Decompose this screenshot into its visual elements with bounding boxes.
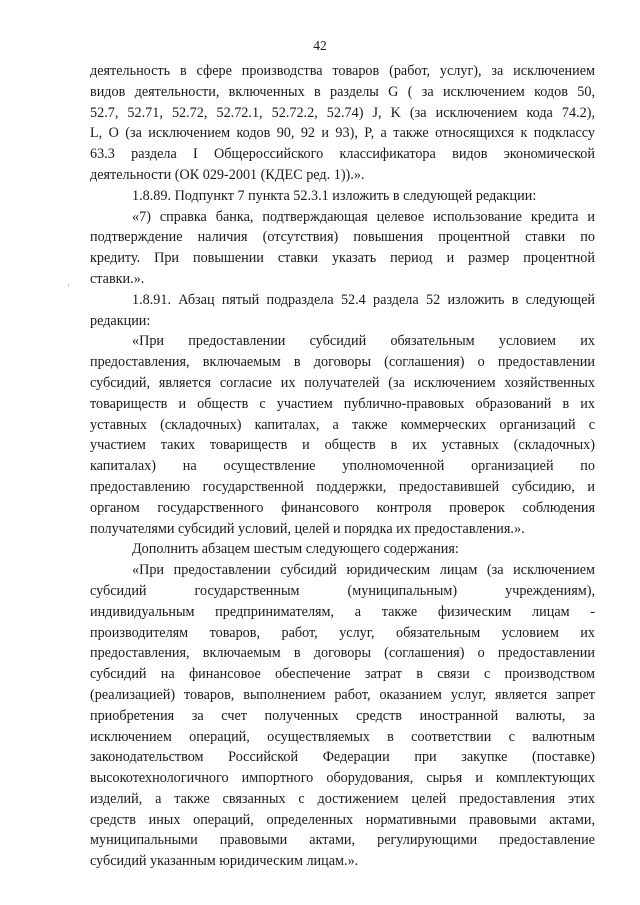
text-line: «7) справка банка, подтверждающая целевое использование кредита и [132, 208, 595, 225]
text-line: «При предоставлении субсидий обязательным условием их [132, 333, 595, 350]
text-line: высокотехнологичного импортного оборудования, сырья и комплектующих [90, 770, 595, 787]
document-body [90, 61, 595, 872]
text-line: предоставлению государственной поддержки, предоставившей субсидию, и [90, 478, 595, 495]
text-line: Дополнить абзацем шестым следующего содержания: [132, 541, 459, 558]
text-line: субсидий, является согласие их получателей (за исключением хозяйственных [90, 374, 595, 391]
text-line: предоставления, включаемым в договоры (соглашения) о предоставлении [90, 354, 595, 371]
text-line: субсидий на финансовое обеспечение затрат в связи с производством [90, 666, 595, 683]
text-line: деятельности (ОК 029-2001 (КДЕС ред. 1)).». [90, 166, 365, 183]
text-line: 63.3 раздела I Общероссийского классификатора видов экономической [90, 146, 595, 163]
text-line: товариществ и обществ с участием публично-правовых образований в их [90, 395, 595, 412]
text-line: индивидуальным предпринимателям, а также физическим лицам - [90, 603, 595, 620]
text-line: приобретения за счет полученных средств иностранной валюты, за [90, 707, 595, 724]
text-line: изделий, а также связанных с достижением целей предоставления этих [90, 790, 595, 807]
scan-mark [68, 284, 69, 287]
text-line: субсидий государственным (муниципальным) учреждениям), [90, 582, 595, 599]
text-line: кредиту. При повышении ставки указать период и размер процентной [90, 250, 595, 267]
text-line: 1.8.89. Подпункт 7 пункта 52.3.1 изложить в следующей редакции: [132, 187, 537, 204]
text-line: участием таких товариществ и обществ в их уставных (складочных) [90, 437, 595, 454]
text-line: редакции: [90, 312, 151, 329]
text-line: «При предоставлении субсидий юридическим лицам (за исключением [132, 562, 595, 579]
text-line: исключением операций, осуществляемых в соответствии с валютным [90, 728, 595, 745]
text-line: субсидий указанным юридическим лицам.». [90, 853, 359, 870]
text-line: 52.7, 52.71, 52.72, 52.72.1, 52.72.2, 52.74) J, K (за исключением кода 74.2), [90, 104, 595, 121]
text-line: предоставления, включаемым в договоры (соглашения) о предоставлении [90, 645, 595, 662]
text-line: 1.8.91. Абзац пятый подраздела 52.4 раздела 52 изложить в следующей [132, 291, 595, 308]
text-line: законодательством Российской Федерации при закупке (поставке) [90, 749, 595, 766]
text-line: деятельность в сфере производства товаров (работ, услуг), за исключением [90, 63, 595, 79]
text-line: производителям товаров, работ, услуг, обязательным условием их [90, 624, 595, 641]
text-line: (реализацией) товаров, выполнением работ, оказанием услуг, является запрет [90, 686, 595, 703]
text-line: ставки.». [90, 270, 145, 287]
text-line: уставных (складочных) капиталах, а также коммерческих организаций с [90, 416, 595, 433]
text-line: подтверждение наличия (отсутствия) повышения процентной ставки по [90, 229, 595, 246]
text-line: видов деятельности, включенных в разделы G ( за исключением кодов 50, [90, 83, 595, 100]
text-line: муниципальными правовыми актами, регулирующими предоставление [90, 832, 595, 849]
text-line: органом государственного финансового контроля проверок соблюдения [90, 499, 595, 516]
text-line: получателями субсидий условий, целей и порядка их предоставления.». [90, 520, 525, 537]
text-line: капиталах) на осуществление уполномоченной организацией по [90, 458, 595, 475]
page-number: 42 [313, 38, 327, 53]
text-line: средств иных операций, определенных нормативными правовыми актами, [90, 811, 595, 828]
text-line: L, O (за исключением кодов 90, 92 и 93), P, а также относящихся к подклассу [90, 125, 595, 142]
